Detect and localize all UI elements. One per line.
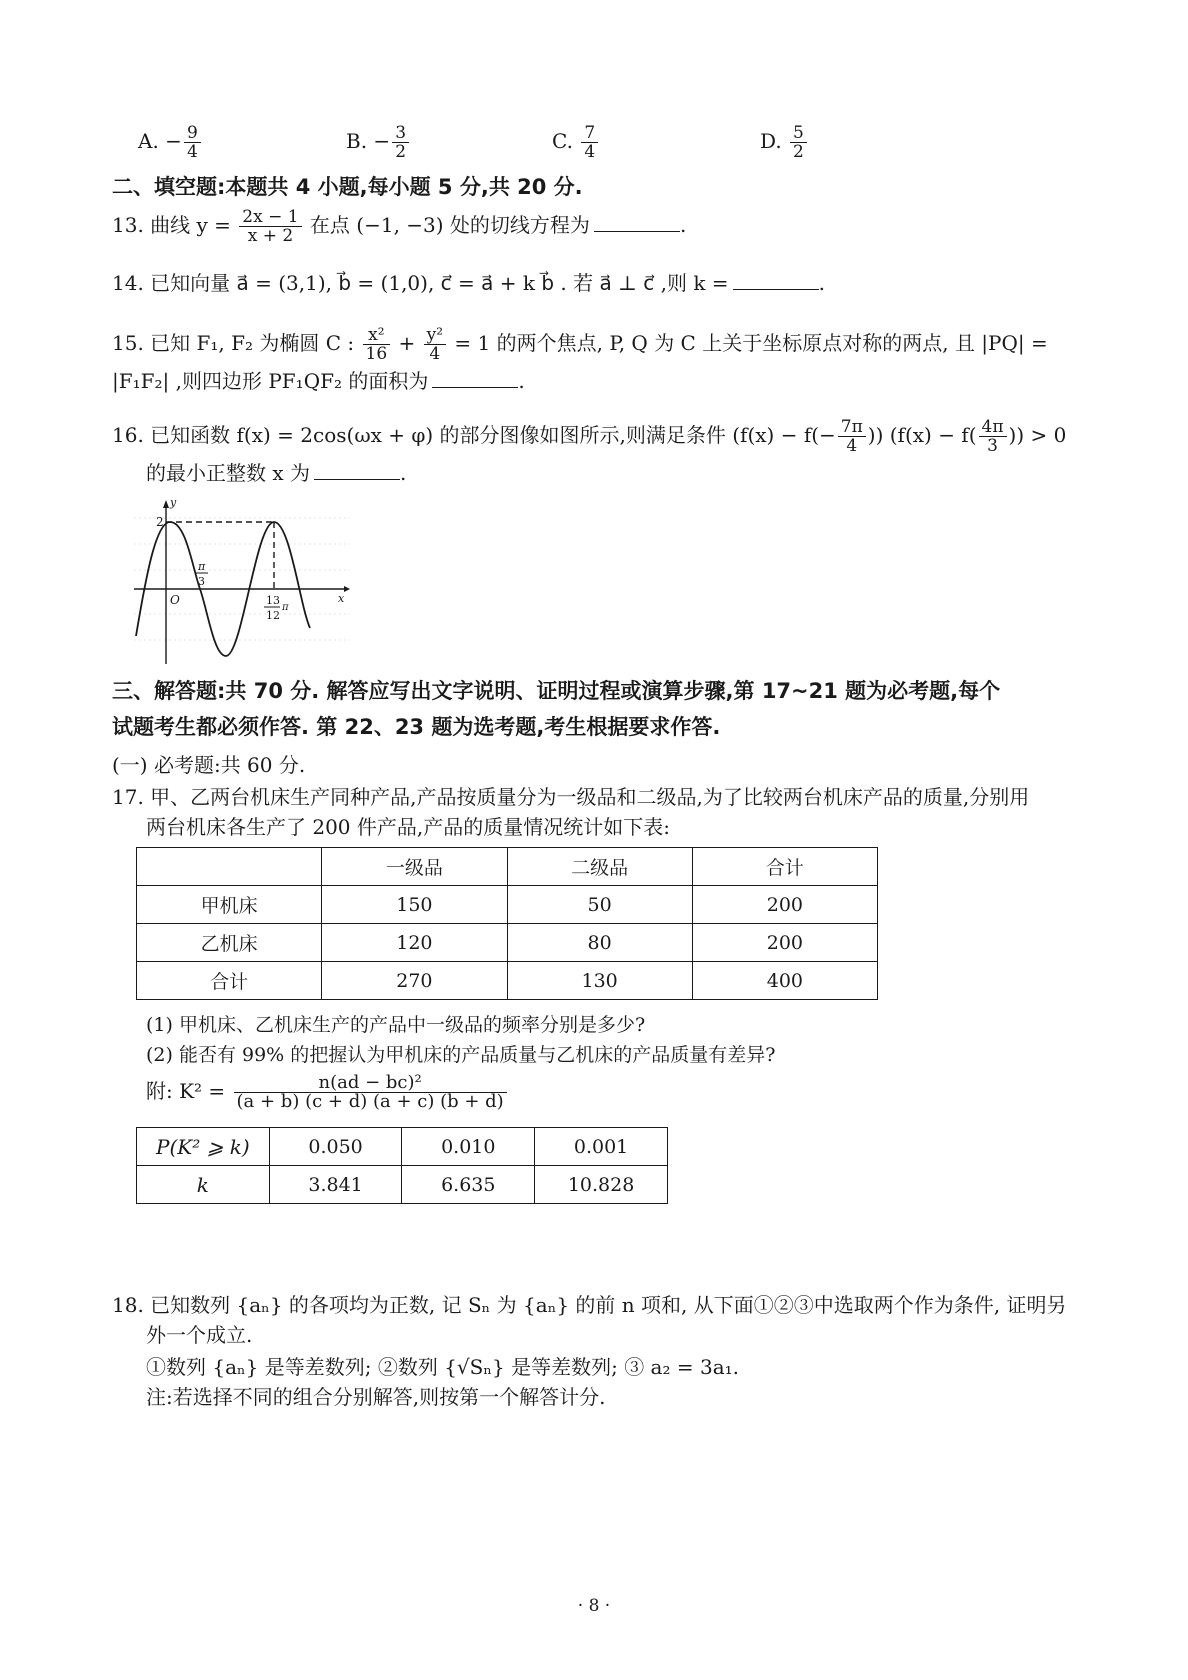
answer-blank bbox=[594, 213, 680, 232]
question-17-line2: 两台机床各生产了 200 件产品,产品的质量情况统计如下表: bbox=[146, 815, 670, 839]
table-row: P(K² ⩾ k) 0.050 0.010 0.001 bbox=[137, 1128, 668, 1166]
tick-13-12-pi: π bbox=[282, 602, 289, 613]
y-axis-label: y bbox=[170, 496, 177, 509]
tick-13-12-numerator: 13 bbox=[266, 594, 280, 607]
question-18-note: 注:若选择不同的组合分别解答,则按第一个解答计分. bbox=[146, 1385, 606, 1409]
question-18: 18. 已知数列 {aₙ} 的各项均为正数, 记 Sₙ 为 {aₙ} 的前 n 项和, 从下面①②③中选取两个作为条件, 证明另 bbox=[112, 1293, 1067, 1317]
question-17-part-2: (2) 能否有 99% 的把握认为甲机床的产品质量与乙机床的产品质量有差异? bbox=[146, 1044, 776, 1066]
answer-blank bbox=[733, 271, 819, 290]
table-row: k 3.841 6.635 10.828 bbox=[137, 1166, 668, 1204]
question-17: 17. 甲、乙两台机床生产同种产品,产品按质量分为一级品和二级品,为了比较两台机床产品的质量,分别用 bbox=[112, 785, 1030, 809]
section-2-heading: 二、填空题:本题共 4 小题,每小题 5 分,共 20 分. bbox=[112, 175, 583, 199]
answer-blank bbox=[314, 461, 400, 480]
required-section-heading: (一) 必考题:共 60 分. bbox=[112, 753, 306, 777]
tick-pi-over-3-numerator: π bbox=[198, 560, 206, 573]
x-axis-arrow-icon bbox=[344, 586, 350, 592]
question-13: 13. 曲线 y = $\frac{2x - 1}{x + 2}$ 在点 (−1, −3) 处的切线方程为 . bbox=[112, 207, 687, 246]
tick-pi-over-3-denominator: 3 bbox=[198, 575, 205, 588]
section-3-heading: 三、解答题:共 70 分. 解答应写出文字说明、证明过程或演算步骤,第 17~21 题为必考题,每个 bbox=[112, 679, 1001, 703]
critical-value-table bbox=[136, 1127, 668, 1204]
option-c: C. $\frac{7}{4}$ bbox=[552, 124, 600, 161]
section-3-heading-line2: 试题考生都必须作答. 第 22、23 题为选考题,考生根据要求作答. bbox=[112, 715, 721, 739]
production-table bbox=[136, 847, 878, 1000]
tick-13-12-denominator: 12 bbox=[266, 609, 280, 622]
question-14: 14. 已知向量 a⃗ = (3,1), b⃗ = (1,0), c⃗ = a⃗ + k b⃗ . 若 a⃗ ⊥ c⃗ ,则 k = . bbox=[112, 271, 825, 295]
option-d: D. $\frac{5}{2}$ bbox=[760, 124, 809, 161]
question-18-line2: 外一个成立. bbox=[146, 1323, 253, 1347]
question-15-line2: |F₁F₂| ,则四边形 PF₁QF₂ 的面积为 . bbox=[112, 369, 525, 393]
cosine-graph bbox=[130, 496, 354, 666]
y-axis-arrow-icon bbox=[163, 500, 169, 508]
table-row: 合计 270 130 400 bbox=[137, 962, 878, 1000]
x-axis-label: x bbox=[338, 592, 345, 605]
table-row: 甲机床 150 50 200 bbox=[137, 886, 878, 924]
question-17-part-1: (1) 甲机床、乙机床生产的产品中一级品的频率分别是多少? bbox=[146, 1014, 646, 1036]
question-16: 16. 已知函数 f(x) = 2cos(ωx + φ) 的部分图像如图所示,则满足条件 (f(x) − f(− $\frac{7\pi}{4}$ )) (f(x) − f( $\frac{4\pi}{3}$ )) > 0 bbox=[112, 417, 1067, 456]
question-16-line2: 的最小正整数 x 为 . bbox=[146, 461, 407, 485]
table-header-row: 一级品 二级品 合计 bbox=[137, 848, 878, 886]
option-b: B. − $\frac{3}{2}$ bbox=[346, 124, 411, 161]
chi-square-formula: 附: K² = $\frac{\text{n(ad − bc)²}}{(a + b) (c + d) (a + c) (b + d)}$ bbox=[146, 1074, 509, 1111]
max-value-label: 2 bbox=[156, 515, 164, 529]
table-row: 乙机床 120 80 200 bbox=[137, 924, 878, 962]
page-number: · 8 · bbox=[577, 1596, 611, 1616]
option-a: A. − $\frac{9}{4}$ bbox=[138, 124, 203, 161]
origin-label: O bbox=[170, 593, 180, 607]
question-18-conditions: ①数列 {aₙ} 是等差数列; ②数列 {√Sₙ} 是等差数列; ③ a₂ = 3a₁. bbox=[146, 1355, 739, 1379]
answer-blank bbox=[432, 369, 518, 388]
question-15: 15. 已知 F₁, F₂ 为椭圆 C : $\frac{\text{x²}}{16}$ + $\frac{\text{y²}}{4}$ = 1 的两个焦点, P, Q 为 C 上关于坐标原点对称的两点, 且 |PQ| = bbox=[112, 325, 1048, 364]
